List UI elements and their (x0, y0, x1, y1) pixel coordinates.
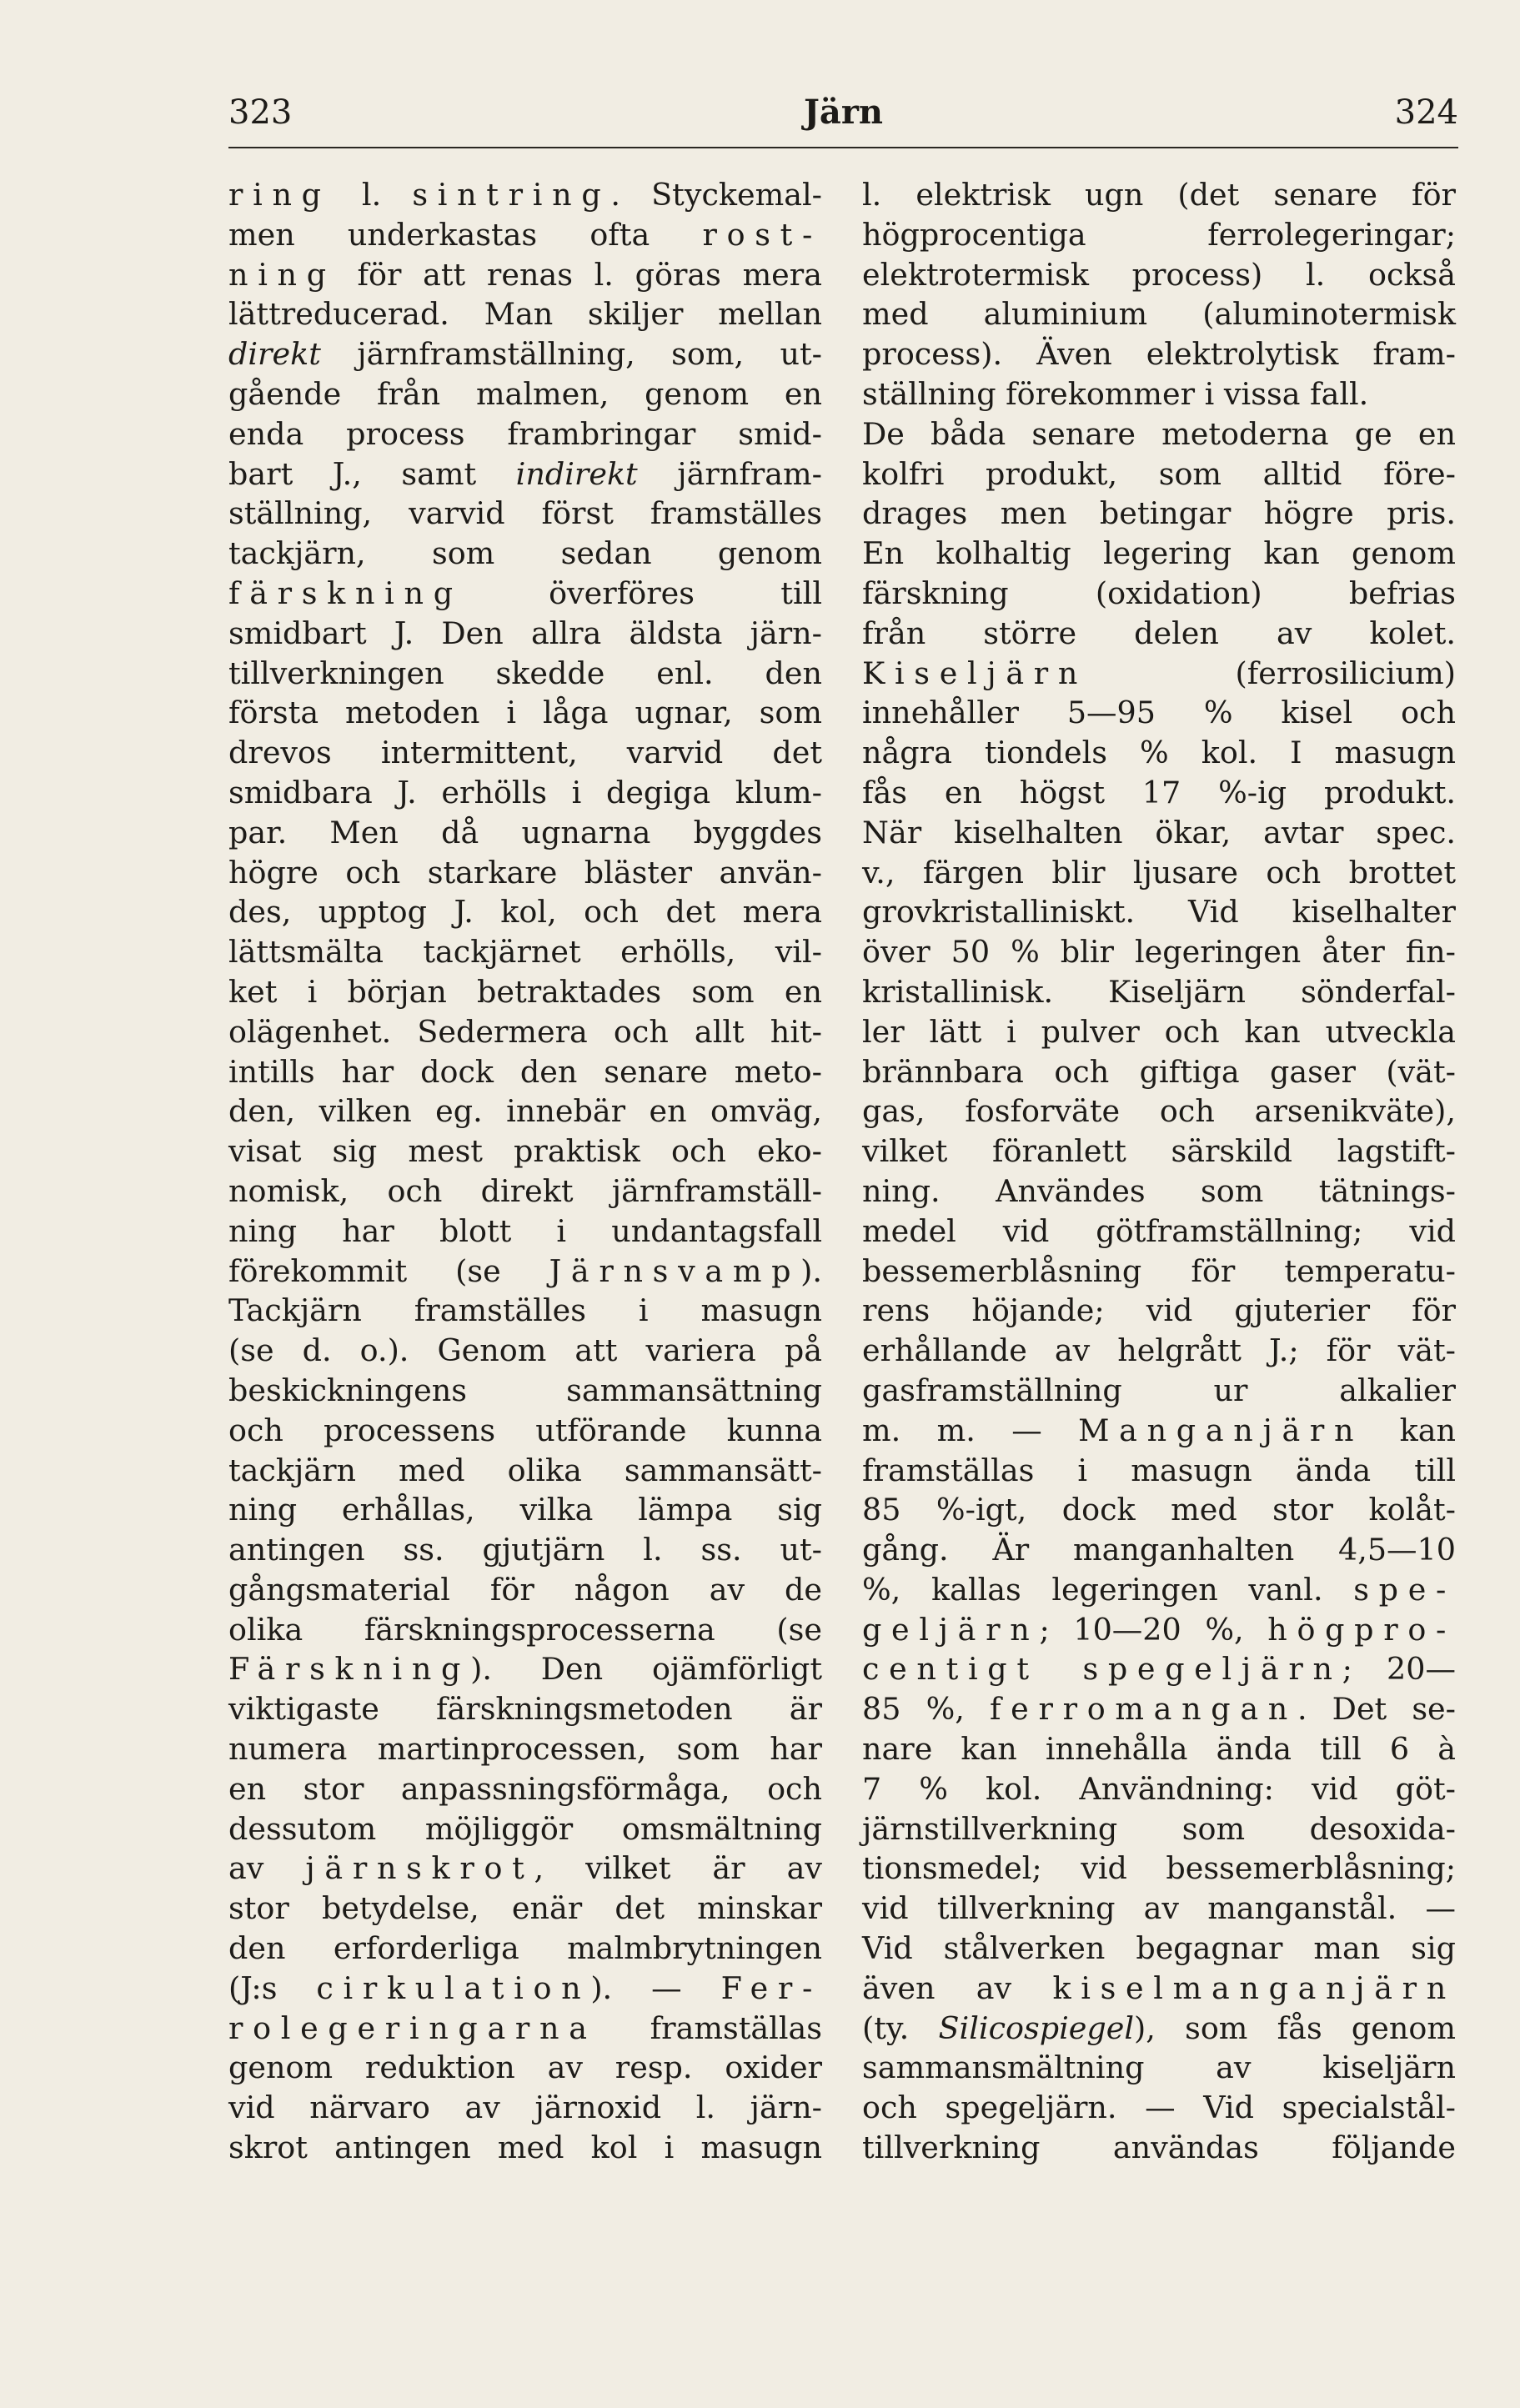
text-line (228, 1929, 822, 1969)
page-number-right: 324 (1394, 93, 1458, 132)
text-run: numera martinprocessen, som har (228, 1731, 822, 1768)
text-run: Vid stålverken begagnar man sig (862, 1930, 1456, 1967)
running-head-title: Järn (804, 93, 883, 132)
text-line (862, 1091, 1456, 1131)
text-line (228, 693, 822, 733)
text-run: framställas i masugn ända till (862, 1452, 1456, 1488)
text-line (228, 1610, 822, 1650)
text-run: gasframställning ur alkalier (862, 1372, 1456, 1408)
text-line (228, 1331, 822, 1371)
text-run: par. Men då ugnarna byggdes (228, 814, 822, 850)
spaced-term: Kiseljärn (862, 655, 1088, 691)
text-line (862, 1929, 1456, 1969)
text-run: förekommit (se (228, 1252, 549, 1289)
spaced-term: färskning (228, 574, 463, 611)
text-line (228, 1490, 822, 1530)
text-line (862, 1809, 1456, 1849)
text-run: några tiondels % kol. I masugn (862, 735, 1456, 771)
text-run: innehåller 5—95 % kisel och (862, 695, 1456, 731)
text-run: ), som fås genom (1134, 2009, 1456, 2046)
spaced-term: geljärn (862, 1611, 1040, 1648)
text-line (862, 255, 1456, 295)
text-run: olika färskningsprocesserna (se (228, 1611, 822, 1648)
text-line (228, 1649, 822, 1689)
text-line (228, 1252, 822, 1292)
text-line (862, 374, 1456, 414)
text-run: 85 %-igt, dock med stor kolåt- (862, 1492, 1456, 1528)
spaced-term: Järnsvamp (549, 1252, 801, 1289)
text-line (862, 654, 1456, 694)
spaced-term: högpro- (1267, 1611, 1456, 1648)
text-run: l. (330, 177, 413, 213)
text-run: första metoden i låga ugnar, som (228, 695, 822, 731)
text-line (228, 2128, 822, 2168)
text-run: drevos intermittent, varvid det (228, 735, 822, 771)
text-run: tillverkning användas följande (862, 2130, 1456, 2166)
page-number-left: 323 (228, 93, 293, 132)
text-run: En kolhaltig legering kan genom (862, 535, 1456, 572)
text-run: lättsmälta tackjärnet erhölls, vil- (228, 934, 822, 971)
text-line (862, 2009, 1456, 2049)
text-line (228, 932, 822, 972)
text-run: rens höjande; vid gjuterier för (862, 1292, 1456, 1329)
text-line (862, 1610, 1456, 1650)
text-run: även av (862, 1969, 1053, 2006)
text-line (862, 1849, 1456, 1889)
text-run: ket i början betraktades som en (228, 973, 822, 1010)
text-line (862, 2128, 1456, 2168)
text-line (228, 1570, 822, 1610)
text-line (862, 574, 1456, 614)
text-run: olägenhet. Sedermera och allt hit- (228, 1013, 822, 1050)
text-run: bessemerblåsning för temperatu- (862, 1252, 1456, 1289)
text-run: men underkastas ofta (228, 216, 703, 253)
text-run: vilket föranlett särskild lagstift- (862, 1133, 1456, 1170)
text-line (862, 1212, 1456, 1252)
text-run: överföres till (462, 574, 822, 611)
left-column (228, 175, 822, 2168)
text-line (862, 454, 1456, 494)
text-run: vid tillverkning av manganstål. — (862, 1890, 1456, 1927)
text-line (862, 892, 1456, 932)
text-run: brännbara och giftiga gaser (vät- (862, 1053, 1456, 1090)
text-run: kristallinisk. Kiseljärn sönderfal- (862, 973, 1456, 1010)
page-header (228, 83, 1458, 142)
text-run: l. elektrisk ugn (det senare för (862, 177, 1456, 213)
text-run: sammansmältning av kiseljärn (862, 2049, 1456, 2086)
text-line (228, 1809, 822, 1849)
text-line (228, 1969, 822, 2009)
text-run: intills har dock den senare meto- (228, 1053, 822, 1090)
text-run: högprocentiga ferrolegeringar; (862, 216, 1456, 253)
text-line (228, 813, 822, 853)
text-run: färskning (oxidation) befrias (862, 574, 1456, 611)
text-line (228, 1769, 822, 1809)
text-line (862, 1570, 1456, 1610)
text-run: den, vilken eg. innebär en omväg, (228, 1093, 822, 1130)
text-line (228, 654, 822, 694)
text-line (228, 614, 822, 654)
text-run: nare kan innehålla ända till 6 à (862, 1731, 1456, 1768)
text-line (228, 892, 822, 932)
text-run: ; 20— (1342, 1651, 1456, 1688)
text-line (228, 1171, 822, 1212)
text-line (862, 1411, 1456, 1451)
text-line (228, 2088, 822, 2128)
text-line (862, 175, 1456, 215)
spaced-term: Manganjärn (1078, 1412, 1364, 1448)
text-run: från större delen av kolet. (862, 615, 1456, 651)
spaced-term: ring (228, 177, 331, 213)
text-run: bart J., samt (228, 455, 516, 492)
text-run: medel vid götframställning; vid (862, 1212, 1456, 1249)
text-run: järnstillverkning som desoxida- (862, 1810, 1456, 1847)
text-run: gående från malmen, genom en (228, 375, 822, 412)
text-line (228, 215, 822, 255)
text-line (862, 1291, 1456, 1331)
text-run: stor betydelse, enär det minskar (228, 1890, 822, 1927)
text-run: den erforderliga malmbrytningen (228, 1930, 822, 1967)
italic-term: direkt (228, 336, 321, 373)
text-run: elektrotermisk process) l. också (862, 256, 1456, 293)
text-run: 85 %, (862, 1691, 990, 1728)
text-line (862, 1530, 1456, 1570)
italic-term: Silicospiegel (938, 2009, 1134, 2046)
text-run: m. m. — (862, 1412, 1079, 1448)
text-run: tackjärn, som sedan genom (228, 535, 822, 572)
text-run: (ty. (862, 2009, 939, 2046)
spaced-term: sintring (412, 177, 611, 213)
text-run: De båda senare metoderna ge en (862, 415, 1456, 452)
text-run: fås en högst 17 %-ig produkt. (862, 774, 1456, 810)
text-line (228, 414, 822, 454)
text-line (228, 1849, 822, 1889)
text-line (228, 1689, 822, 1729)
text-line (228, 2009, 822, 2049)
text-run: ställning förekommer i vissa fall. (862, 375, 1369, 412)
text-run: nomisk, och direkt järnframställ- (228, 1172, 822, 1209)
text-line (862, 1451, 1456, 1491)
text-run: framställas (596, 2009, 822, 2046)
text-line (862, 534, 1456, 574)
text-run: 7 % kol. Användning: vid göt- (862, 1770, 1456, 1807)
text-line (862, 1252, 1456, 1292)
text-line (862, 294, 1456, 334)
text-line (862, 1689, 1456, 1729)
text-run: tionsmedel; vid bessemerblåsning; (862, 1850, 1456, 1887)
text-run: ). — (590, 1969, 721, 2006)
text-line (862, 773, 1456, 813)
text-line (862, 1969, 1456, 2009)
text-run: %, kallas legeringen vanl. (862, 1571, 1354, 1608)
text-line (862, 494, 1456, 534)
spaced-term: ning (228, 256, 336, 293)
text-run: viktigaste färskningsmetoden är (228, 1691, 822, 1728)
text-run: vid närvaro av järnoxid l. järn- (228, 2089, 822, 2126)
text-run: smidbara J. erhölls i degiga klum- (228, 774, 822, 810)
text-line (862, 853, 1456, 893)
text-line (862, 1131, 1456, 1171)
text-run: dessutom möjliggör omsmältning (228, 1810, 822, 1847)
text-run: antingen ss. gjutjärn l. ss. ut- (228, 1532, 822, 1568)
text-run: ning erhållas, vilka lämpa sig (228, 1492, 822, 1528)
text-run: När kiselhalten ökar, avtar spec. (862, 814, 1456, 850)
text-run: för att renas l. göras mera (335, 256, 822, 293)
spaced-term: kiselmanganjärn (1052, 1969, 1456, 2006)
text-run: v., färgen blir ljusare och brottet (862, 854, 1456, 890)
text-run: järnframställning, som, ut- (320, 336, 822, 373)
text-line (862, 1052, 1456, 1092)
text-run: genom reduktion av resp. oxider (228, 2049, 822, 2086)
text-run: drages men betingar högre pris. (862, 495, 1456, 532)
text-run: des, upptog J. kol, och det mera (228, 894, 822, 931)
text-run: grovkristalliniskt. Vid kiselhalter (862, 894, 1456, 931)
text-line (862, 414, 1456, 454)
text-run: ). Den ojämförligt (470, 1651, 822, 1688)
text-run: av (228, 1850, 306, 1887)
text-run: ; 10—20 %, (1039, 1611, 1268, 1648)
text-run: kan (1363, 1412, 1456, 1448)
text-line (228, 334, 822, 374)
text-line (228, 1012, 822, 1052)
text-line (228, 1889, 822, 1929)
text-line (228, 733, 822, 773)
italic-term: indirekt (515, 455, 638, 492)
spaced-term: järnskrot (305, 1850, 534, 1887)
text-run: järnfram- (637, 455, 822, 492)
text-run: gångsmaterial för någon av de (228, 1571, 822, 1608)
text-run: , vilket är av (534, 1850, 822, 1887)
text-run: tillverkningen skedde enl. den (228, 655, 822, 691)
spaced-term: cirkulation (316, 1969, 591, 2006)
text-line (862, 334, 1456, 374)
text-run: Tackjärn framställes i masugn (228, 1292, 822, 1329)
text-run: enda process frambringar smid- (228, 415, 822, 452)
text-line (228, 1052, 822, 1092)
text-run: ning har blott i undantagsfall (228, 1212, 822, 1249)
text-line (228, 574, 822, 614)
text-line (228, 255, 822, 295)
text-line (862, 1729, 1456, 1769)
text-line (228, 1411, 822, 1451)
text-run: över 50 % blir legeringen åter fin- (862, 934, 1456, 971)
text-line (228, 374, 822, 414)
right-column (862, 175, 1456, 2168)
text-run: gång. Är manganhalten 4,5—10 (862, 1532, 1456, 1568)
text-run: lättreducerad. Man skiljer mellan (228, 296, 822, 333)
text-line (228, 853, 822, 893)
text-run: ning. Användes som tätnings- (862, 1172, 1456, 1209)
text-run: . Styckemal- (610, 177, 822, 213)
text-line (862, 733, 1456, 773)
text-line (228, 175, 822, 215)
text-line (862, 1889, 1456, 1929)
text-run: ). (800, 1252, 822, 1289)
text-line (862, 1331, 1456, 1371)
text-run: process). Även elektrolytisk fram- (862, 336, 1456, 373)
spaced-term: rost- (702, 216, 822, 253)
text-line (862, 1012, 1456, 1052)
text-line (228, 972, 822, 1012)
text-line (862, 1769, 1456, 1809)
text-line (228, 1729, 822, 1769)
text-line (228, 454, 822, 494)
text-run: tackjärn med olika sammansätt- (228, 1452, 822, 1488)
spaced-term: ferromangan (989, 1691, 1297, 1728)
text-run: gas, fosforväte och arsenikväte), (862, 1093, 1456, 1130)
text-line (862, 614, 1456, 654)
text-line (228, 294, 822, 334)
text-line (862, 932, 1456, 972)
text-line (228, 1291, 822, 1331)
text-line (862, 813, 1456, 853)
text-run: visat sig mest praktisk och eko- (228, 1133, 822, 1170)
spaced-term: Färskning (228, 1651, 471, 1688)
text-line (228, 1451, 822, 1491)
spaced-term: rolegeringarna (228, 2009, 597, 2046)
text-line (862, 215, 1456, 255)
text-line (862, 693, 1456, 733)
text-line (862, 1490, 1456, 1530)
text-run: skrot antingen med kol i masugn (228, 2130, 822, 2166)
text-run: en stor anpassningsförmåga, och (228, 1770, 822, 1807)
text-line (862, 1649, 1456, 1689)
text-line (228, 1131, 822, 1171)
text-line (228, 494, 822, 534)
spaced-term: Fer- (720, 1969, 822, 2006)
text-line (228, 1371, 822, 1411)
text-run: ler lätt i pulver och kan utveckla (862, 1013, 1456, 1050)
text-run: erhållande av helgrått J.; för vät- (862, 1332, 1456, 1369)
header-rule (228, 147, 1458, 148)
text-run: (J:s (228, 1969, 317, 2006)
text-run: och processens utförande kunna (228, 1412, 822, 1448)
text-run: (ferrosilicium) (1087, 655, 1456, 691)
text-line (862, 2088, 1456, 2128)
spaced-term: centigt spegeljärn (862, 1651, 1342, 1688)
text-line (862, 972, 1456, 1012)
text-run: kolfri produkt, som alltid före- (862, 455, 1456, 492)
text-run: (se d. o.). Genom att variera på (228, 1332, 822, 1369)
text-line (862, 1371, 1456, 1411)
text-run: beskickningens sammansättning (228, 1372, 822, 1408)
text-run: och spegeljärn. — Vid specialstål- (862, 2089, 1456, 2126)
text-line (228, 773, 822, 813)
spaced-term: spe- (1353, 1571, 1456, 1608)
text-line (228, 534, 822, 574)
text-line (862, 2048, 1456, 2088)
text-run: smidbart J. Den allra äldsta järn- (228, 615, 822, 651)
text-line (228, 2048, 822, 2088)
text-line (862, 1171, 1456, 1212)
text-line (228, 1091, 822, 1131)
text-run: med aluminium (aluminotermisk (862, 296, 1456, 333)
text-line (228, 1212, 822, 1252)
text-run: högre och starkare bläster använ- (228, 854, 822, 890)
text-line (228, 1530, 822, 1570)
text-run: . Det se- (1297, 1691, 1456, 1728)
text-run: ställning, varvid först framställes (228, 495, 822, 532)
